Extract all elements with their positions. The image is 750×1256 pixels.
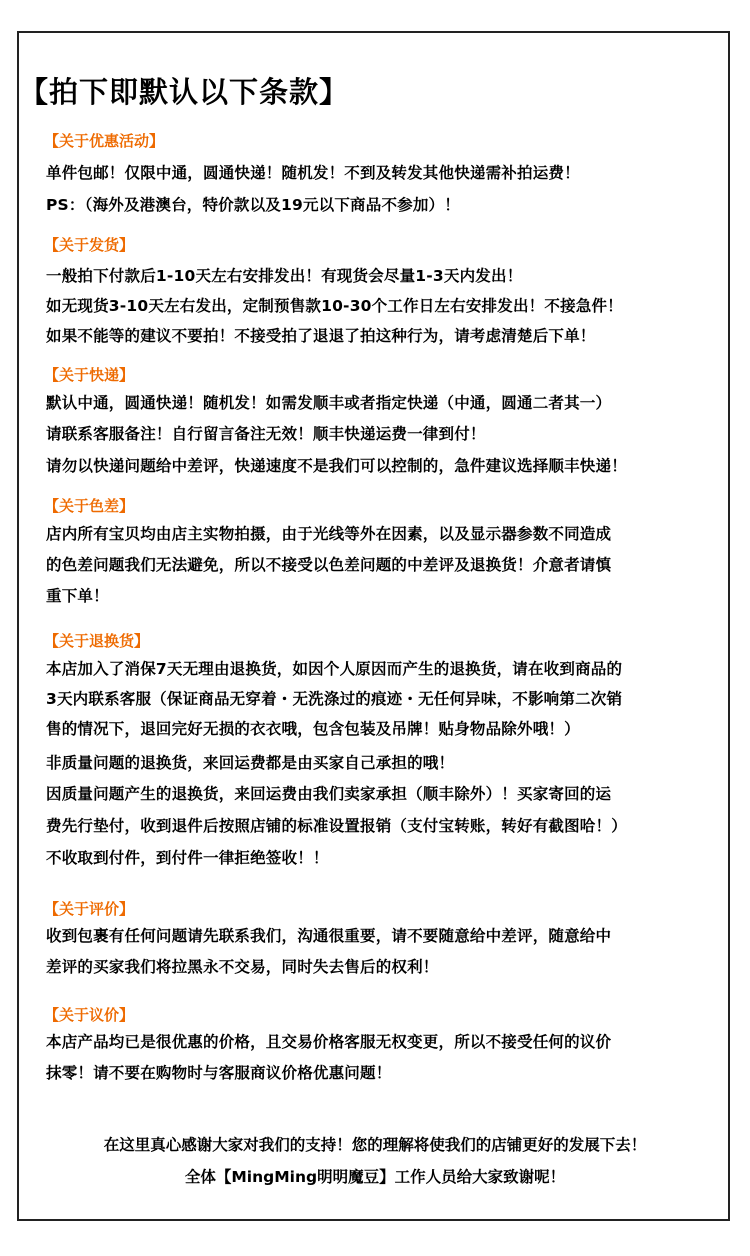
section-heading-returns: 【关于退换货】 xyxy=(44,632,150,650)
section-line: 差评的买家我们将拉黑永不交易，同时失去售后的权利！ xyxy=(46,958,439,976)
section-line: 的色差问题我们无法避免，所以不接受以色差问题的中差评及退换货！介意者请慎 xyxy=(46,556,612,574)
closing-signature: 全体【MingMing明明魔豆】工作人员给大家致谢呢！ xyxy=(184,1168,566,1186)
section-line: 请联系客服备注！自行留言备注无效！顺丰快递运费一律到付！ xyxy=(46,425,486,443)
section-line: 不收取到付件，到付件一律拒绝签收！！ xyxy=(46,849,329,867)
section-heading-bargaining: 【关于议价】 xyxy=(44,1006,135,1024)
section-line: 非质量问题的退换货，来回运费都是由买家自己承担的哦！ xyxy=(46,754,455,772)
section-line: 请勿以快递问题给中差评，快递速度不是我们可以控制的，急件建议选择顺丰快递！ xyxy=(46,457,627,475)
section-line: 店内所有宝贝均由店主实物拍摄，由于光线等外在因素，以及显示器参数不同造成 xyxy=(46,525,612,543)
section-line: 本店加入了消保7天无理由退换货，如因个人原因而产生的退换货，请在收到商品的 xyxy=(46,660,623,678)
section-line: 售的情况下，退回完好无损的衣衣哦，包含包装及吊牌！贴身物品除外哦！） xyxy=(46,720,580,738)
section-line: 一般拍下付款后1-10天左右安排发出！有现货会尽量1-3天内发出！ xyxy=(46,267,523,285)
section-line: 3天内联系客服（保证商品无穿着・无洗涤过的痕迹・无任何异味，不影响第二次销 xyxy=(46,690,623,708)
section-line: 因质量问题产生的退换货，来回运费由我们卖家承担（顺丰除外）！买家寄回的运 xyxy=(46,785,612,803)
section-line: 单件包邮！仅限中通，圆通快递！随机发！不到及转发其他快递需补拍运费！ xyxy=(46,164,580,182)
section-heading-color-difference: 【关于色差】 xyxy=(44,497,135,515)
section-line: 费先行垫付，收到退件后按照店铺的标准设置报销（支付宝转账，转好有截图哈！） xyxy=(46,817,627,835)
section-line: PS：（海外及港澳台，特价款以及19元以下商品不参加）！ xyxy=(46,196,460,214)
page-title: 【拍下即默认以下条款】 xyxy=(19,75,350,109)
section-line: 如无现货3-10天左右发出，定制预售款10-30个工作日左右安排发出！不接急件！ xyxy=(46,297,623,315)
section-line: 收到包裹有任何问题请先联系我们，沟通很重要，请不要随意给中差评，随意给中 xyxy=(46,927,612,945)
section-heading-courier: 【关于快递】 xyxy=(44,366,135,384)
section-heading-promotion: 【关于优惠活动】 xyxy=(44,132,165,150)
section-line: 重下单！ xyxy=(46,587,109,605)
section-heading-reviews: 【关于评价】 xyxy=(44,900,135,918)
section-line: 如果不能等的建议不要拍！不接受拍了退退了拍这种行为，请考虑清楚后下单！ xyxy=(46,327,596,345)
section-line: 本店产品均已是很优惠的价格，且交易价格客服无权变更，所以不接受任何的议价 xyxy=(46,1033,612,1051)
closing-thanks: 在这里真心感谢大家对我们的支持！您的理解将使我们的店铺更好的发展下去！ xyxy=(103,1136,647,1154)
section-line: 抹零！请不要在购物时与客服商议价格优惠问题！ xyxy=(46,1064,392,1082)
section-line: 默认中通，圆通快递！随机发！如需发顺丰或者指定快递（中通，圆通二者其一） xyxy=(46,394,612,412)
section-heading-shipping: 【关于发货】 xyxy=(44,236,135,254)
